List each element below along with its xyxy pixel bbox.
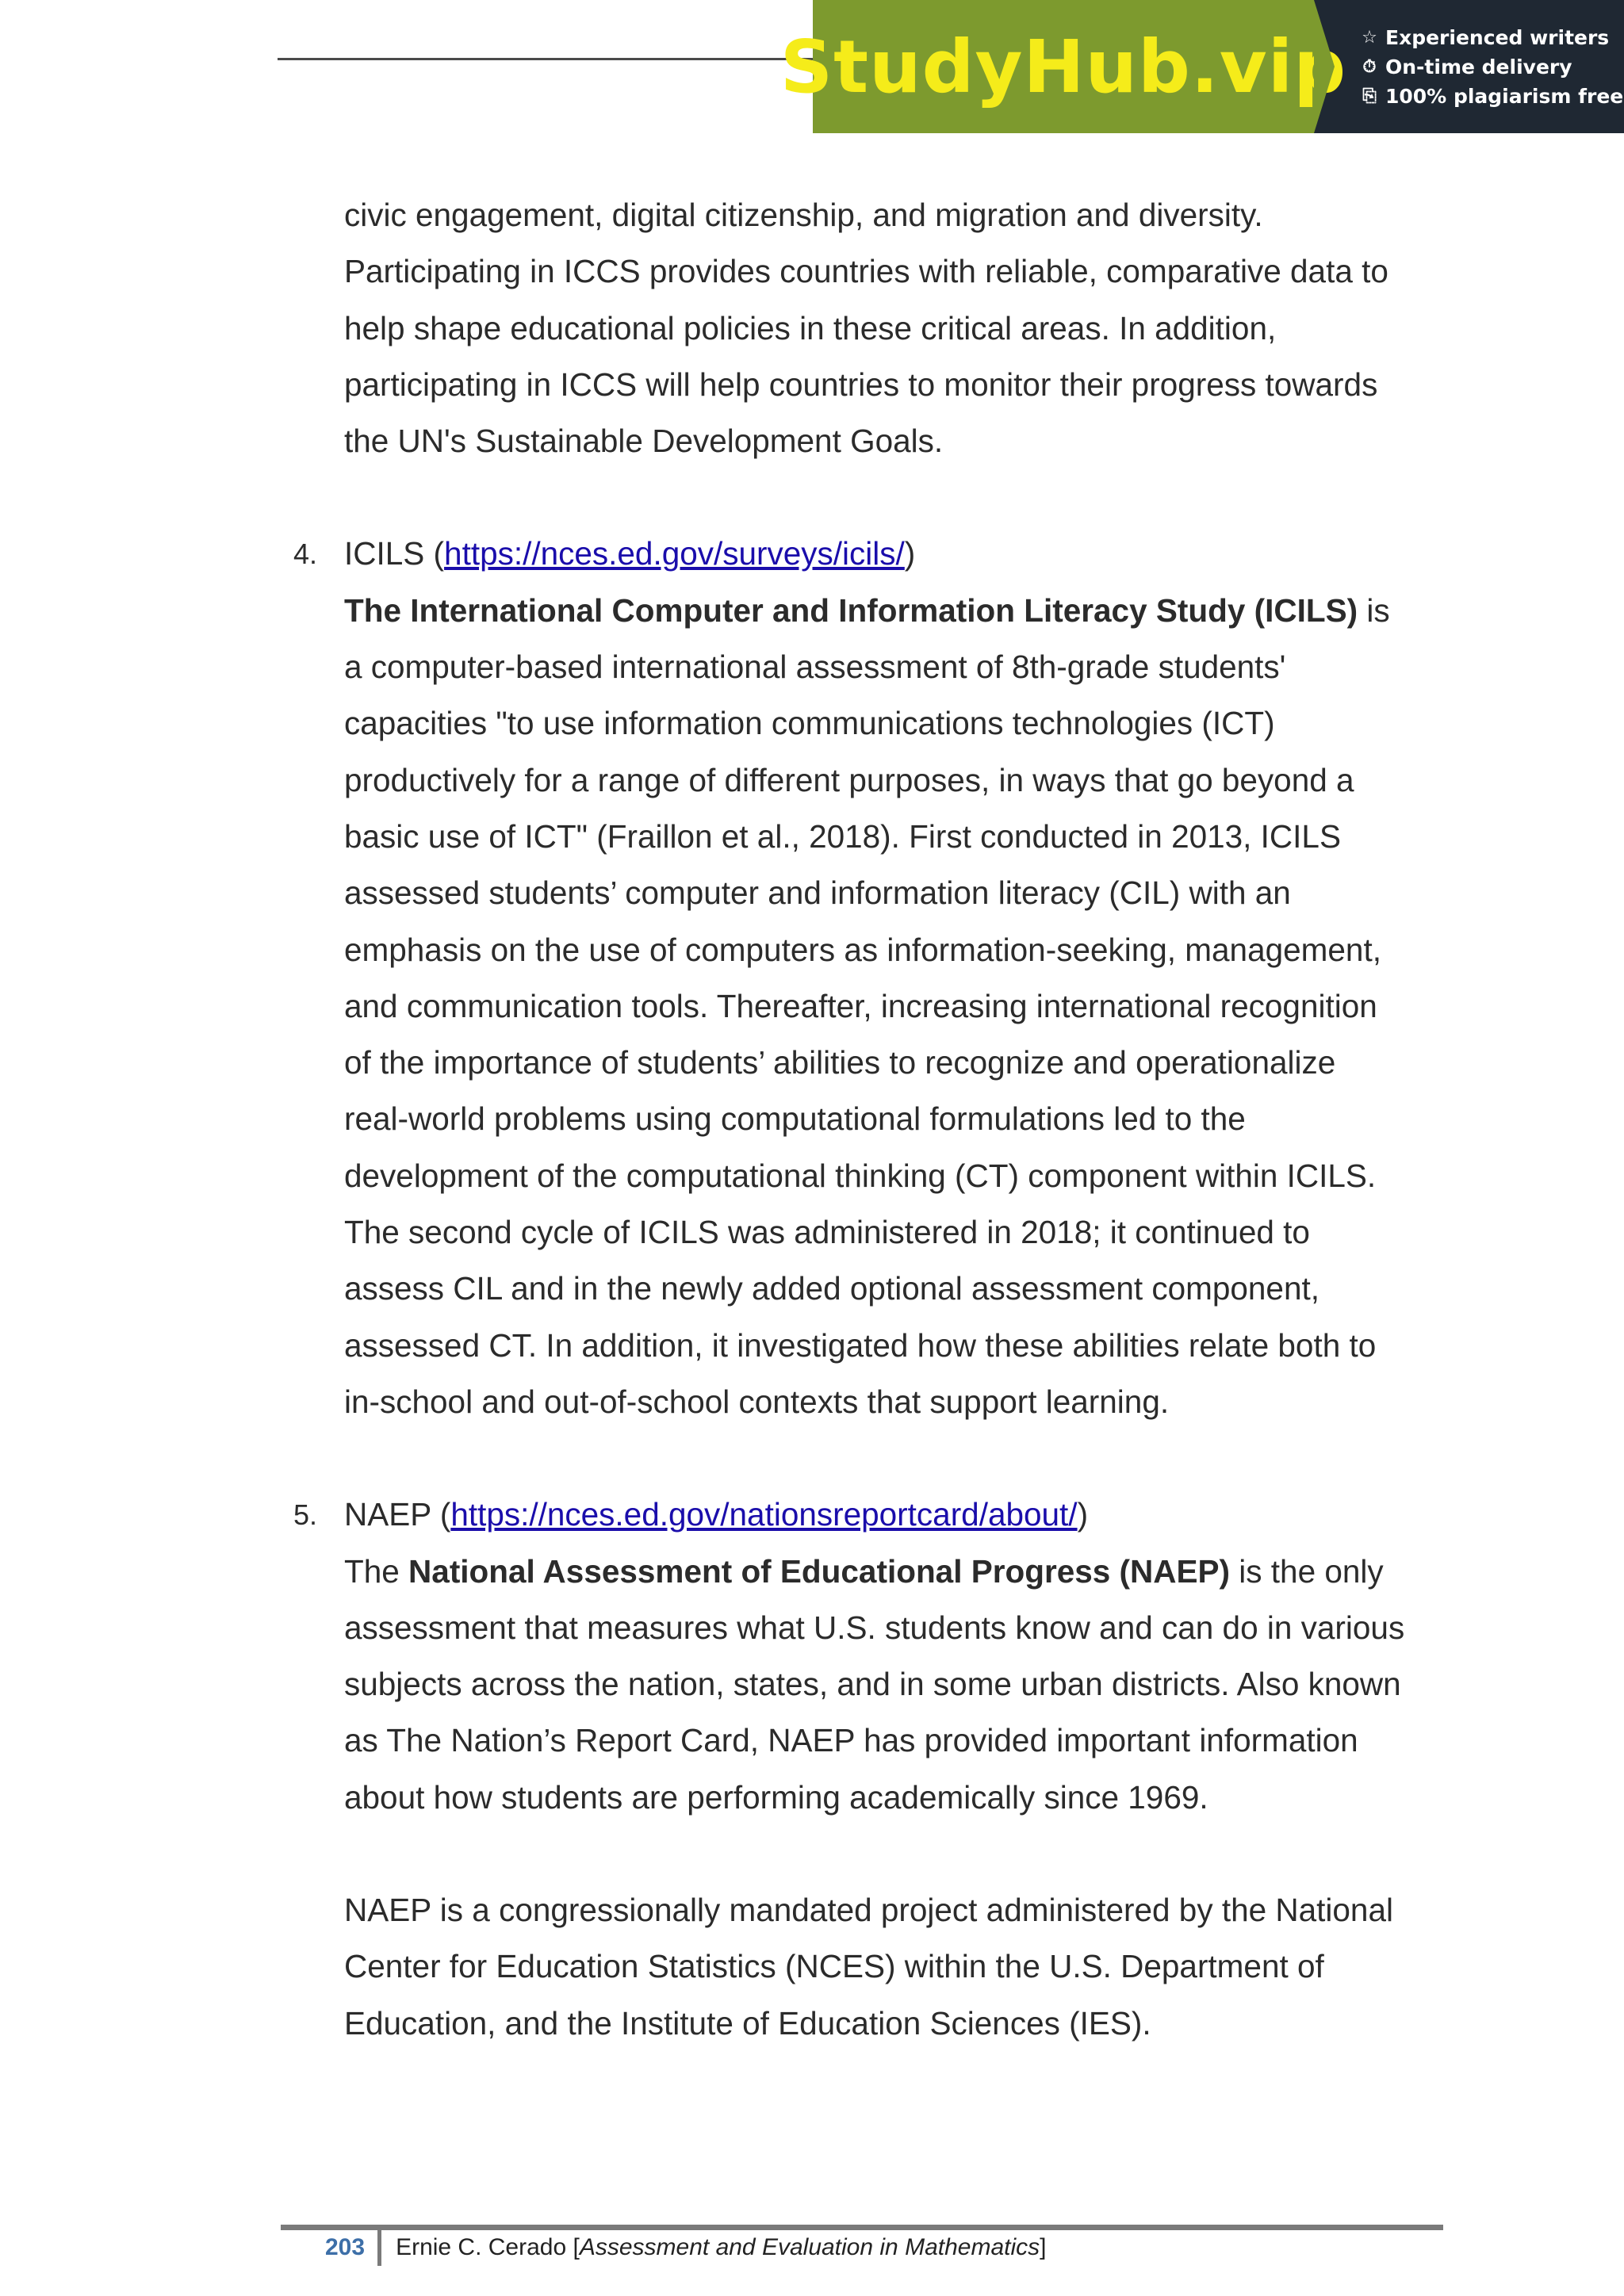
text-line: Center for Education Statistics (NCES) within the U.S. Department of bbox=[344, 1948, 1324, 1985]
star-icon: ☆ bbox=[1362, 27, 1377, 48]
feature-text: On-time delivery bbox=[1385, 55, 1572, 78]
footer-divider bbox=[377, 2229, 381, 2266]
text-line: development of the computational thinking (CT) component within ICILS. bbox=[344, 1157, 1377, 1194]
footer-author: Ernie C. Cerado [ bbox=[396, 2234, 580, 2260]
text-line: basic use of ICT" (Fraillon et al., 2018). First conducted in 2013, ICILS bbox=[344, 817, 1341, 855]
feature-text: Experienced writers bbox=[1385, 25, 1610, 49]
footer-book-title: Assessment and Evaluation in Mathematics bbox=[579, 2234, 1040, 2260]
text-line: in-school and out-of-school contexts that support learning. bbox=[344, 1383, 1170, 1420]
item-heading: ICILS (https://nces.ed.gov/surveys/icils/) bbox=[344, 535, 916, 572]
bold-title: National Assessment of Educational Progress (NAEP) bbox=[408, 1552, 1231, 1590]
text-fragment: is the only bbox=[1230, 1552, 1384, 1590]
list-item-icils bbox=[293, 526, 1454, 1430]
text-line: assess CIL and in the newly added optional assessment component, bbox=[344, 1270, 1320, 1307]
feature-item bbox=[1360, 85, 1624, 108]
text-line: civic engagement, digital citizenship, and migration and diversity. bbox=[344, 197, 1263, 233]
text-line: Education, and the Institute of Education Sciences (IES). bbox=[344, 2004, 1151, 2042]
text-fragment: The bbox=[344, 1552, 409, 1590]
text-line: capacities "to use information communications technologies (ICT) bbox=[344, 705, 1275, 742]
list-number: 5. bbox=[293, 1498, 318, 1532]
list-number: 4. bbox=[293, 538, 318, 571]
feature-item bbox=[1360, 55, 1624, 78]
text-line: subjects across the nation, states, and in some urban districts. Also known bbox=[344, 1666, 1401, 1703]
icils-link[interactable]: https://nces.ed.gov/surveys/icils/ bbox=[444, 535, 905, 572]
list-item-naep bbox=[293, 1487, 1454, 2052]
text-line bbox=[344, 583, 1454, 639]
text-line: Participating in ICCS provides countries with reliable, comparative data to bbox=[344, 253, 1388, 290]
text-line: assessed students’ computer and information literacy (CIL) with an bbox=[344, 874, 1291, 912]
header-rule bbox=[278, 58, 817, 60]
text-line: about how students are performing academically since 1969. bbox=[344, 1778, 1208, 1816]
feature-item bbox=[1360, 26, 1624, 49]
text-line: assessment that measures what U.S. students know and can do in various bbox=[344, 1609, 1405, 1646]
clock-icon: ⏱ bbox=[1362, 56, 1377, 77]
text-line: of the importance of students’ abilities to recognize and operationalize bbox=[344, 1044, 1336, 1081]
text-line: real-world problems using computational formulations led to the bbox=[344, 1100, 1246, 1138]
footer-bracket: ] bbox=[1040, 2234, 1047, 2260]
text-line: help shape educational policies in these critical areas. In addition, bbox=[344, 309, 1277, 346]
text-line: NAEP is a congressionally mandated project administered by the National bbox=[344, 1892, 1393, 1929]
page-footer bbox=[325, 2229, 1046, 2266]
text-line: The second cycle of ICILS was administered in 2018; it continued to bbox=[344, 1214, 1310, 1251]
text-line bbox=[344, 1544, 1454, 1600]
text-line: assessed CT. In addition, it investigated how these abilities relate both to bbox=[344, 1326, 1377, 1364]
text-line: participating in ICCS will help countries to monitor their progress towards bbox=[344, 365, 1378, 403]
text-fragment: is bbox=[1358, 591, 1390, 629]
page-number: 203 bbox=[325, 2234, 366, 2260]
text-line: productively for a range of different purposes, in ways that go beyond a bbox=[344, 761, 1354, 798]
intro-paragraph bbox=[344, 187, 1454, 469]
item-heading: NAEP (https://nces.ed.gov/nationsreportcard/about/) bbox=[344, 1496, 1089, 1533]
text-line: a computer-based international assessment of 8th-grade students' bbox=[344, 649, 1286, 686]
item-name: ICILS bbox=[344, 535, 425, 572]
text-line: emphasis on the use of computers as information-seeking, management, bbox=[344, 931, 1381, 968]
brand-block[interactable] bbox=[779, 0, 1347, 133]
text-line: and communication tools. Thereafter, increasing international recognition bbox=[344, 987, 1377, 1024]
studyhub-banner[interactable] bbox=[779, 0, 1624, 133]
document-check-icon: ⎘ bbox=[1362, 86, 1377, 106]
text-line: the UN's Sustainable Development Goals. bbox=[344, 423, 944, 460]
item-name: NAEP bbox=[344, 1496, 431, 1533]
page-body bbox=[293, 187, 1454, 2052]
feature-list bbox=[1314, 0, 1624, 133]
bold-title: The International Computer and Information Literacy Study (ICILS) bbox=[344, 591, 1358, 629]
feature-text: 100% plagiarism free bbox=[1385, 84, 1624, 108]
naep-link[interactable]: https://nces.ed.gov/nationsreportcard/about/ bbox=[450, 1496, 1078, 1533]
brand-logo-text[interactable]: StudyHub.vip bbox=[779, 24, 1347, 109]
footer-citation bbox=[396, 2234, 1046, 2261]
text-line: as The Nation’s Report Card, NAEP has provided important information bbox=[344, 1722, 1358, 1759]
